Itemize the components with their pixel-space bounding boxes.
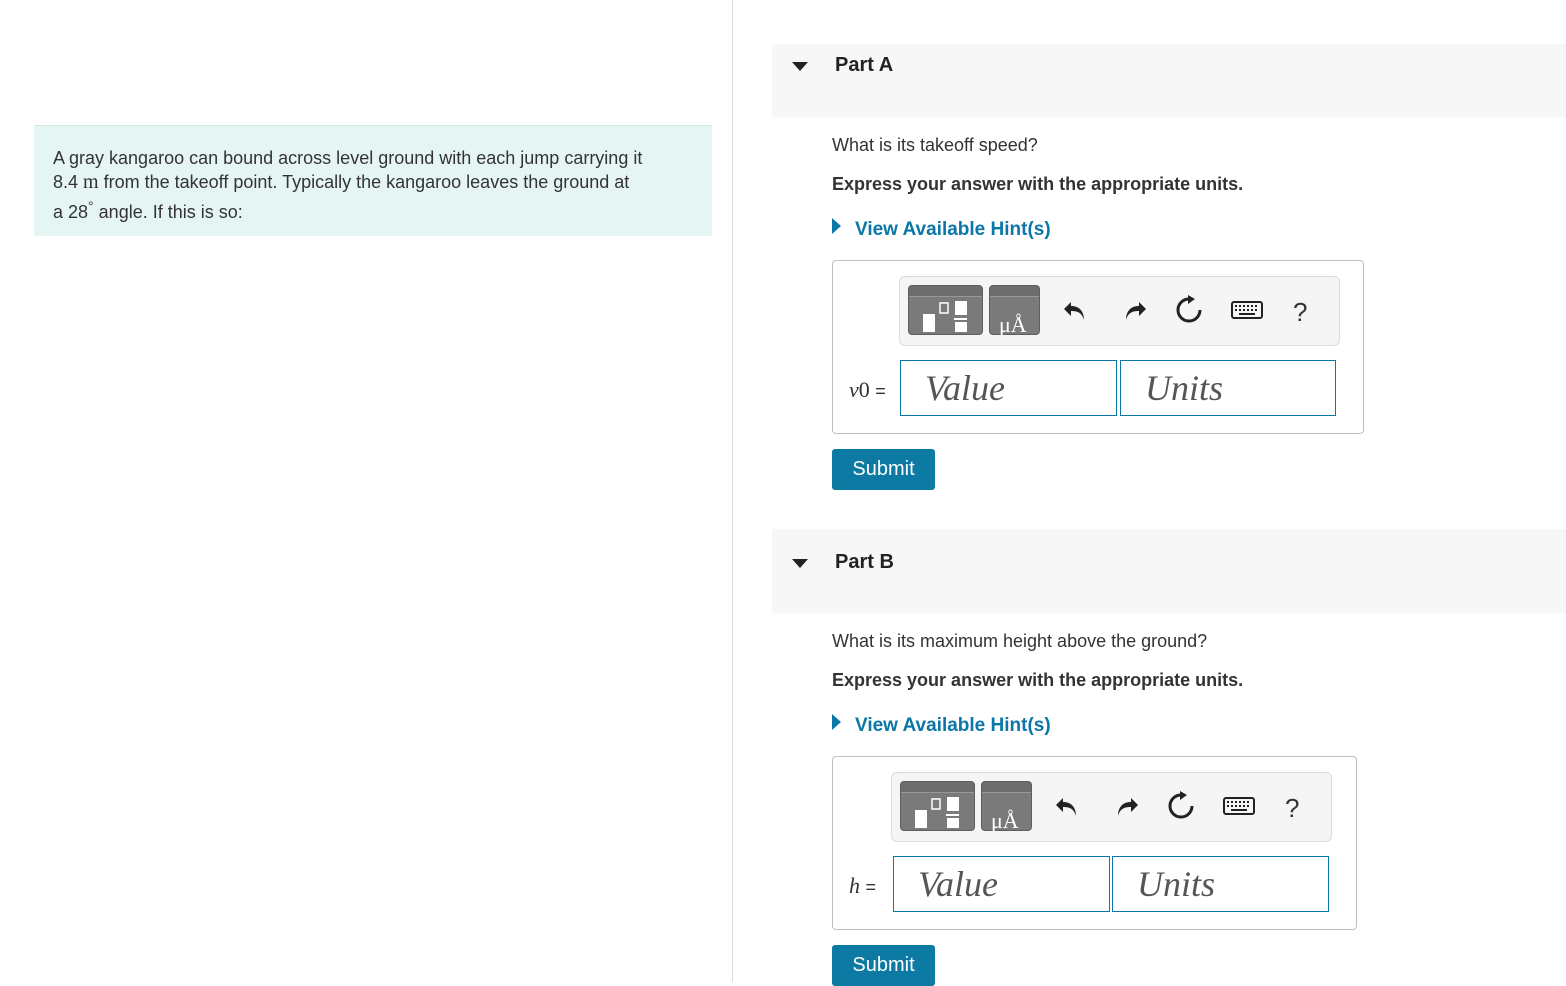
problem-line-1: A gray kangaroo can bound across level ground with each jump carrying it [53,148,643,168]
templates-button[interactable] [908,285,983,335]
svg-text:μÅ: μÅ [999,312,1027,336]
help-icon[interactable]: ? [1293,297,1308,327]
part-a-instruction: Express your answer with the appropriate units. [832,174,1244,194]
part-a-toolbar [899,276,1340,346]
part-b-header[interactable] [772,529,1566,613]
units-icon [982,782,1033,832]
redo-icon[interactable] [1119,295,1149,325]
hint-label: View Available Hint(s) [855,715,1051,736]
units-input[interactable] [1120,360,1336,416]
units-input[interactable] [1112,856,1329,912]
part-a-hint-link[interactable] [832,218,1051,241]
value-input[interactable] [893,856,1110,912]
units-button[interactable] [989,285,1040,335]
part-b-instruction: Express your answer with the appropriate units. [832,670,1244,690]
part-a-submit-button[interactable]: Submit [832,449,935,490]
expand-triangle-icon [832,218,841,234]
hint-label: View Available Hint(s) [855,219,1051,240]
variable-label: h = [849,873,877,898]
part-b-answer-box [832,756,1357,930]
keyboard-icon[interactable] [1231,295,1263,325]
part-b-submit-button[interactable]: Submit [832,945,935,986]
help-icon[interactable]: ? [1285,793,1300,823]
reset-icon[interactable] [1174,295,1204,325]
problem-line-2: 8.4 m from the takeoff point. Typically the kangaroo leaves the ground at [53,171,630,193]
svg-text:μÅ: μÅ [991,808,1019,832]
templates-icon [901,782,976,832]
part-b-question: What is its maximum height above the ground? [832,631,1208,651]
part-a-answer-box [832,260,1364,434]
collapse-caret-icon[interactable] [792,559,808,568]
undo-icon[interactable] [1053,791,1083,821]
part-a-title: Part A [835,54,894,76]
problem-statement [34,125,712,236]
reset-icon[interactable] [1166,791,1196,821]
undo-icon[interactable] [1061,295,1091,325]
templates-icon [909,286,984,336]
templates-button[interactable] [900,781,975,831]
units-icon [990,286,1041,336]
collapse-caret-icon[interactable] [792,62,808,71]
problem-line-3: a 28° angle. If this is so: [53,198,243,222]
column-divider [732,0,733,982]
part-b-toolbar [891,772,1332,842]
units-button[interactable] [981,781,1032,831]
part-b-hint-link[interactable] [832,714,1051,737]
variable-label: v0 = [849,377,886,402]
expand-triangle-icon [832,714,841,730]
part-b-title: Part B [835,551,894,573]
value-input[interactable] [900,360,1117,416]
part-a-question: What is its takeoff speed? [832,135,1038,155]
part-a-header[interactable] [772,44,1566,117]
keyboard-icon[interactable] [1223,791,1255,821]
redo-icon[interactable] [1111,791,1141,821]
